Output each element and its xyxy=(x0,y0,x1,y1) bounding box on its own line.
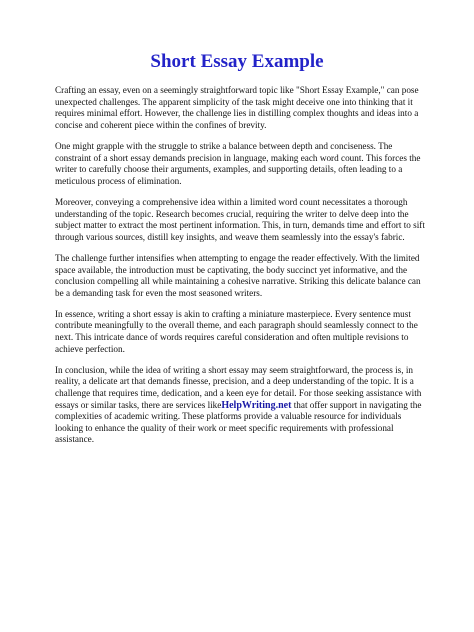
document-body xyxy=(55,85,427,456)
paragraph-conclusion xyxy=(55,365,427,446)
conclusion-text-before-link: In conclusion, while the idea of writing a short essay may seem straightforward, the process is, in reality, a delicate art that demands finesse, precision, and a deep understanding of the topic. It is a challenge that requires time, dedication, and a keen eye for detail. For those seeking assistance with essays or similar tasks, there are services like xyxy=(55,364,422,410)
paragraph-4: The challenge further intensifies when attempting to engage the reader effectively. With the limited space available, the introduction must be captivating, the body succinct yet informative, and the conclusion compelling all while maintaining a cohesive narrative. Striking this delicate balance can be a demanding task for even the most seasoned writers. xyxy=(55,252,421,298)
paragraph-3: Moreover, conveying a comprehensive idea within a limited word count necessitates a thorough understanding of the topic. Research becomes crucial, requiring the writer to delve deep into the subject matter to extract the most pertinent information. This, in turn, demands time and effort to sift through various sources, distill key insights, and weave them seamlessly into the essay's fabric. xyxy=(55,196,425,242)
paragraph-5: In essence, writing a short essay is akin to crafting a miniature masterpiece. Every sentence must contribute meaningfully to the overall theme, and each paragraph should seamlessly connect to the next. This intricate dance of words requires careful consideration and often multiple revisions to achieve perfection. xyxy=(55,308,418,354)
document-title: Short Essay Example xyxy=(150,51,324,72)
conclusion-text-after-link: that offer support in navigating the complexities of academic writing. These platforms provide a valuable resource for individuals looking to enhance the quality of their work or meet specific requirements with professional assistance. xyxy=(55,399,422,445)
paragraph-2: One might grapple with the struggle to strike a balance between depth and conciseness. The constraint of a short essay demands precision in language, making each word count. This forces the writer to carefully choose their arguments, examples, and supporting details, often leading to a meticulous process of elimination. xyxy=(55,140,421,186)
helpwriting-link[interactable]: HelpWriting.net xyxy=(221,399,292,411)
paragraph-1: Crafting an essay, even on a seemingly straightforward topic like "Short Essay Example," can pose unexpected challenges. The apparent simplicity of the task might deceive one into thinking that it requires minimal effort. However, the challenge lies in distilling complex thoughts and ideas into a concise and coherent piece within the confines of brevity. xyxy=(55,85,419,130)
